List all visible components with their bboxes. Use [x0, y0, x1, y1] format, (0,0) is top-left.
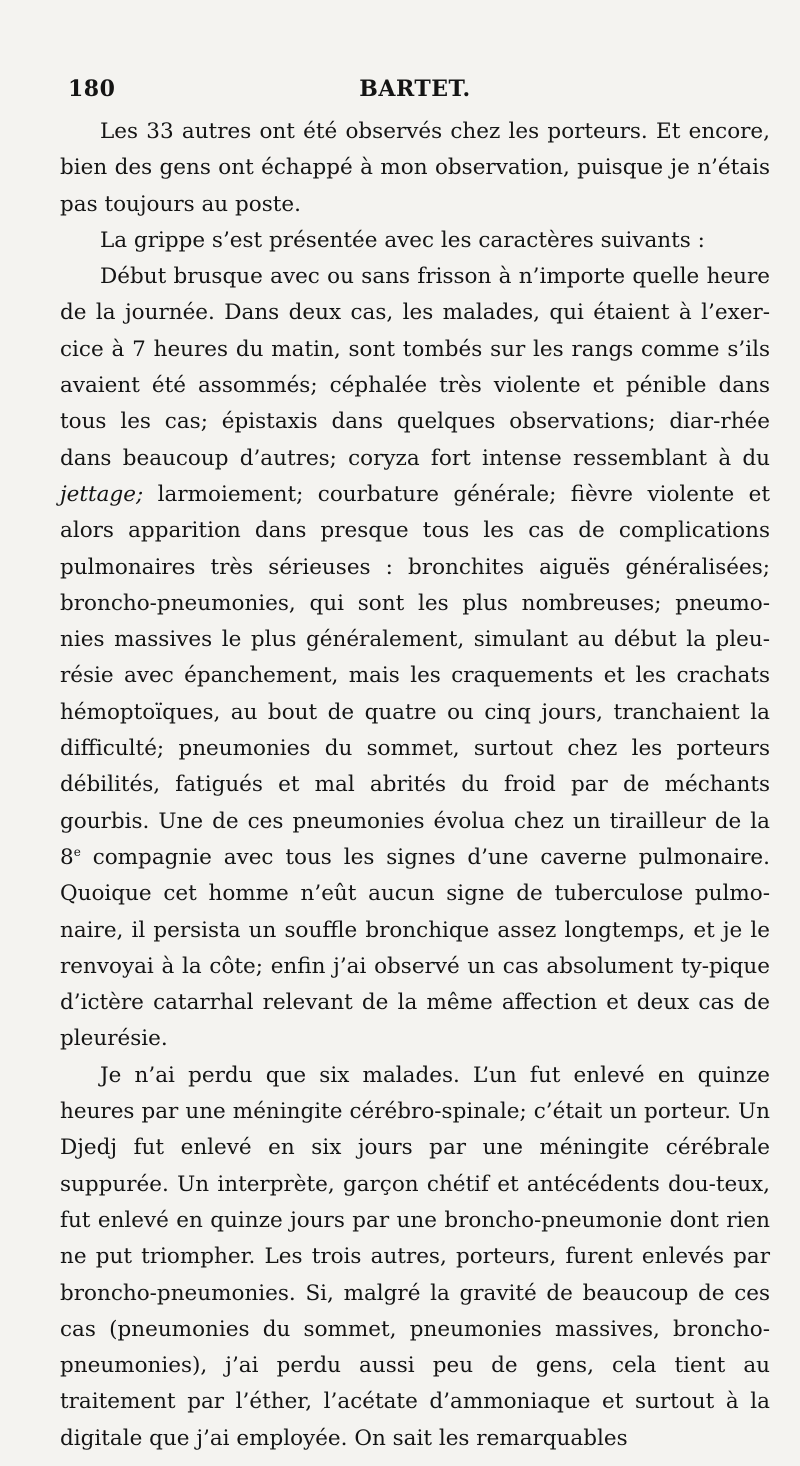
paragraph-4: Je n’ai perdu que six malades. L’un fut enlevé en quinze heures par une méningite cérébro-spinale; c’était un porteur. Un Djedj fut enlevé en six jours par une méningite cérébrale suppurée. Un interprète, garçon chétif et antécédents dou-teux, fut enlevé en quinze jours par une broncho-pneumonie dont rien ne put triompher. Les trois autres, porteurs, furent enlevés par broncho-pneumonies. Si, malgré la gravité de beaucoup de ces cas (pneumonies du sommet, pneumonies massives, broncho-pneumonies), j’ai perdu aussi peu de gens, cela tient au traitement par l’éther, l’acétate d’ammoniaque et surtout à la digitale que j’ai employée. On sait les remarquables	[60, 1062, 770, 1451]
paragraph-1: Les 33 autres ont été observés chez les porteurs. Et encore, bien des gens ont échappé à mon observation, puisque je n’étais pas toujours au poste.	[60, 119, 770, 217]
italic-term-jettage: jettage;	[60, 481, 144, 507]
paragraph-2: La grippe s’est présentée avec les caractères suivants :	[100, 227, 705, 253]
body-text	[60, 114, 770, 1457]
paragraph-3-text-b: larmoiement; courbature générale; fièvre violente et alors apparition dans presque tous les cas de complications pulmonaires très sérieuses : bronchites aiguës généralisées; broncho-pneumonies, qui sont les plus nombreuses; pneumo-nies massives le plus généralement, simulant au début la pleu-résie avec épanchement, mais les craquements et les crachats hémoptoïques, au bout de quatre ou cinq jours, tranchaient la difficulté; pneumonies du sommet, surtout chez les porteurs débilités, fatigués et mal abrités du froid par de méchants gourbis. Une de ces pneumonies évolua chez un tirailleur de la 8	[60, 481, 770, 870]
paragraph-3-text-a: Début brusque avec ou sans frisson à n’importe quelle heure de la journée. Dans deux cas, les malades, qui étaient à l’exer-cice à 7 heures du matin, sont tombés sur les rangs comme s’ils avaient été assommés; céphalée très violente et pénible dans tous les cas; épistaxis dans quelques observations; diar-rhée dans beaucoup d’autres; coryza fort intense ressemblant à du	[60, 264, 770, 471]
page-header	[60, 64, 770, 104]
paragraph-3	[60, 259, 770, 1058]
running-head: BARTET.	[359, 76, 471, 102]
page-number: 180	[68, 76, 116, 102]
ordinal-superscript: e	[73, 844, 81, 859]
paragraph-3-text-c: compagnie avec tous les signes d’une caverne pulmonaire. Quoique cet homme n’eût aucun signe de tuberculose pulmo-naire, il persista un souffle bronchique assez longtemps, et je le renvoyai à la côte; enfin j’ai observé un cas absolument ty-pique d’ictère catarrhal relevant de la même affection et deux cas de pleurésie.	[60, 844, 770, 1052]
